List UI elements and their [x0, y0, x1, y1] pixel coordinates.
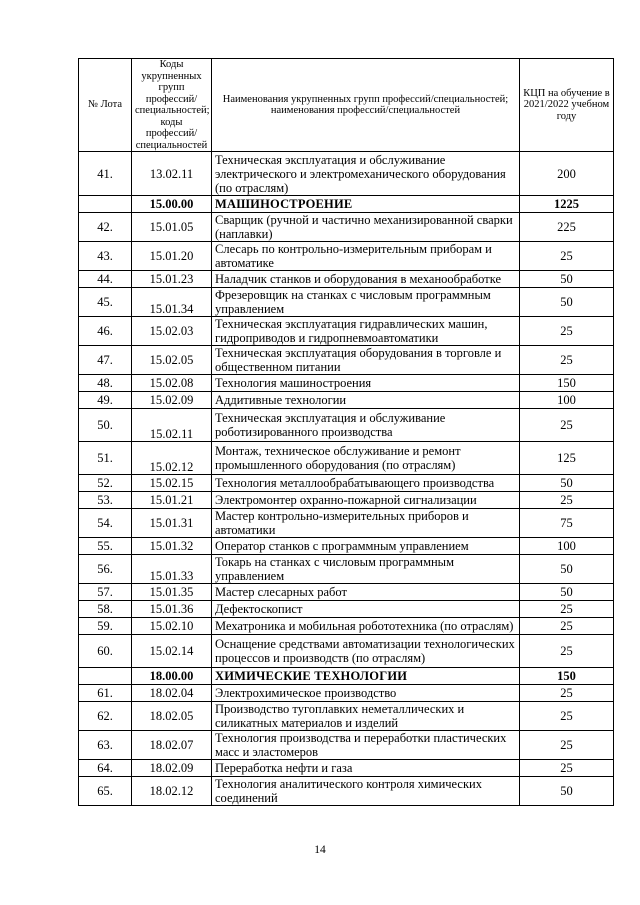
quota-cell: 25 — [520, 702, 614, 731]
code-cell: 15.02.05 — [132, 346, 212, 375]
code-cell: 15.02.03 — [132, 317, 212, 346]
code-cell: 15.01.31 — [132, 509, 212, 538]
name-cell: Фрезеровщик на станках с числовым программным управлением — [212, 288, 520, 317]
name-cell: Оператор станков с программным управлением — [212, 538, 520, 555]
lot-number-cell: 49. — [79, 392, 132, 409]
lot-number-cell: 45. — [79, 288, 132, 317]
lot-number-cell: 51. — [79, 442, 132, 475]
name-cell: Мастер контрольно-измерительных приборов и автоматики — [212, 509, 520, 538]
name-cell: Сварщик (ручной и частично механизированной сварки (наплавки) — [212, 213, 520, 242]
name-cell: Мастер слесарных работ — [212, 584, 520, 601]
name-cell: Электрохимическое производство — [212, 685, 520, 702]
quota-cell: 25 — [520, 601, 614, 618]
table-row — [79, 346, 614, 375]
quota-cell: 225 — [520, 213, 614, 242]
name-cell: Технология производства и переработки пластических масс и эластомеров — [212, 731, 520, 760]
table-row — [79, 760, 614, 777]
quota-cell: 25 — [520, 492, 614, 509]
lot-number-cell: 55. — [79, 538, 132, 555]
name-cell: Дефектоскопист — [212, 601, 520, 618]
name-cell: Оснащение средствами автоматизации технологических процессов и производств (по отраслям) — [212, 635, 520, 668]
lot-number-cell: 63. — [79, 731, 132, 760]
table-row — [79, 584, 614, 601]
lots-table — [78, 58, 614, 806]
code-cell: 15.01.34 — [132, 288, 212, 317]
header-lot-number: № Лота — [79, 59, 132, 152]
lot-number-cell: 43. — [79, 242, 132, 271]
table-row — [79, 242, 614, 271]
quota-cell: 25 — [520, 317, 614, 346]
quota-cell: 100 — [520, 392, 614, 409]
name-cell: Переработка нефти и газа — [212, 760, 520, 777]
code-cell: 15.02.12 — [132, 442, 212, 475]
table-row — [79, 601, 614, 618]
lot-number-cell: 42. — [79, 213, 132, 242]
table-row — [79, 288, 614, 317]
code-cell: 13.02.11 — [132, 152, 212, 196]
quota-cell: 25 — [520, 409, 614, 442]
code-cell: 15.01.20 — [132, 242, 212, 271]
quota-cell: 25 — [520, 346, 614, 375]
code-cell: 18.02.09 — [132, 760, 212, 777]
quota-cell: 50 — [520, 555, 614, 584]
name-cell: ХИМИЧЕСКИЕ ТЕХНОЛОГИИ — [212, 668, 520, 685]
table-row — [79, 685, 614, 702]
quota-cell: 25 — [520, 242, 614, 271]
lot-number-cell: 61. — [79, 685, 132, 702]
code-cell: 15.02.09 — [132, 392, 212, 409]
code-cell: 18.02.04 — [132, 685, 212, 702]
lot-number-cell: 56. — [79, 555, 132, 584]
table-body — [79, 152, 614, 806]
section-row — [79, 196, 614, 213]
table-row — [79, 777, 614, 806]
code-cell: 15.02.10 — [132, 618, 212, 635]
quota-cell: 50 — [520, 288, 614, 317]
table-row — [79, 731, 614, 760]
code-cell: 15.01.05 — [132, 213, 212, 242]
quota-cell: 25 — [520, 635, 614, 668]
table-row — [79, 442, 614, 475]
lot-number-cell: 62. — [79, 702, 132, 731]
lot-number-cell — [79, 196, 132, 213]
quota-cell: 200 — [520, 152, 614, 196]
name-cell: Монтаж, техническое обслуживание и ремонт промышленного оборудования (по отраслям) — [212, 442, 520, 475]
table-row — [79, 509, 614, 538]
lot-number-cell: 57. — [79, 584, 132, 601]
name-cell: Техническая эксплуатация гидравлических машин, гидроприводов и гидропневмоавтоматики — [212, 317, 520, 346]
section-row — [79, 668, 614, 685]
table-row — [79, 702, 614, 731]
code-cell: 15.02.08 — [132, 375, 212, 392]
quota-cell: 50 — [520, 475, 614, 492]
name-cell: Мехатроника и мобильная робототехника (по отраслям) — [212, 618, 520, 635]
lot-number-cell: 41. — [79, 152, 132, 196]
name-cell: Технология машиностроения — [212, 375, 520, 392]
quota-cell: 1225 — [520, 196, 614, 213]
code-cell: 18.00.00 — [132, 668, 212, 685]
name-cell: Технология аналитического контроля химических соединений — [212, 777, 520, 806]
code-cell: 15.02.15 — [132, 475, 212, 492]
code-cell: 15.01.35 — [132, 584, 212, 601]
quota-cell: 75 — [520, 509, 614, 538]
quota-cell: 50 — [520, 777, 614, 806]
header-codes: Коды укрупненных групп профессий/ специальностей; коды профессий/ специальностей — [132, 59, 212, 152]
table-row — [79, 618, 614, 635]
header-quota: КЦП на обучение в 2021/2022 учебном году — [520, 59, 614, 152]
table-row — [79, 152, 614, 196]
name-cell: Слесарь по контрольно-измерительным приборам и автоматике — [212, 242, 520, 271]
lot-number-cell: 54. — [79, 509, 132, 538]
table-row — [79, 213, 614, 242]
quota-cell: 150 — [520, 375, 614, 392]
table-header-row — [79, 59, 614, 152]
table-row — [79, 555, 614, 584]
quota-cell: 25 — [520, 731, 614, 760]
quota-cell: 25 — [520, 618, 614, 635]
quota-cell: 50 — [520, 584, 614, 601]
quota-cell: 150 — [520, 668, 614, 685]
code-cell: 15.01.36 — [132, 601, 212, 618]
name-cell: Наладчик станков и оборудования в механообработке — [212, 271, 520, 288]
table-row — [79, 392, 614, 409]
table-row — [79, 635, 614, 668]
lot-number-cell: 44. — [79, 271, 132, 288]
lot-number-cell — [79, 668, 132, 685]
name-cell: Техническая эксплуатация и обслуживание роботизированного производства — [212, 409, 520, 442]
code-cell: 18.02.05 — [132, 702, 212, 731]
table-row — [79, 409, 614, 442]
name-cell: Техническая эксплуатация оборудования в торговле и общественном питании — [212, 346, 520, 375]
lot-number-cell: 46. — [79, 317, 132, 346]
code-cell: 15.02.11 — [132, 409, 212, 442]
code-cell: 18.02.12 — [132, 777, 212, 806]
lot-number-cell: 50. — [79, 409, 132, 442]
header-names: Наименования укрупненных групп профессий/специальностей; наименования профессий/специальностей — [212, 59, 520, 152]
code-cell: 15.01.23 — [132, 271, 212, 288]
table-row — [79, 317, 614, 346]
name-cell: Аддитивные технологии — [212, 392, 520, 409]
lot-number-cell: 53. — [79, 492, 132, 509]
name-cell: Техническая эксплуатация и обслуживание электрического и электромеханического оборудования (по отраслям) — [212, 152, 520, 196]
page-number: 14 — [314, 844, 326, 856]
table-row — [79, 492, 614, 509]
lot-number-cell: 58. — [79, 601, 132, 618]
code-cell: 15.00.00 — [132, 196, 212, 213]
name-cell: Токарь на станках с числовым программным управлением — [212, 555, 520, 584]
lot-number-cell: 47. — [79, 346, 132, 375]
code-cell: 15.01.32 — [132, 538, 212, 555]
lot-number-cell: 59. — [79, 618, 132, 635]
lot-number-cell: 60. — [79, 635, 132, 668]
name-cell: МАШИНОСТРОЕНИЕ — [212, 196, 520, 213]
table-row — [79, 375, 614, 392]
lot-number-cell: 48. — [79, 375, 132, 392]
lot-number-cell: 52. — [79, 475, 132, 492]
name-cell: Производство тугоплавких неметаллических и силикатных материалов и изделий — [212, 702, 520, 731]
code-cell: 15.01.21 — [132, 492, 212, 509]
quota-cell: 125 — [520, 442, 614, 475]
quota-cell: 25 — [520, 685, 614, 702]
code-cell: 15.01.33 — [132, 555, 212, 584]
quota-cell: 100 — [520, 538, 614, 555]
lot-number-cell: 65. — [79, 777, 132, 806]
code-cell: 18.02.07 — [132, 731, 212, 760]
lot-number-cell: 64. — [79, 760, 132, 777]
table-row — [79, 271, 614, 288]
name-cell: Технология металлообрабатывающего производства — [212, 475, 520, 492]
table-row — [79, 475, 614, 492]
code-cell: 15.02.14 — [132, 635, 212, 668]
name-cell: Электромонтер охранно-пожарной сигнализации — [212, 492, 520, 509]
table-row — [79, 538, 614, 555]
quota-cell: 25 — [520, 760, 614, 777]
quota-cell: 50 — [520, 271, 614, 288]
